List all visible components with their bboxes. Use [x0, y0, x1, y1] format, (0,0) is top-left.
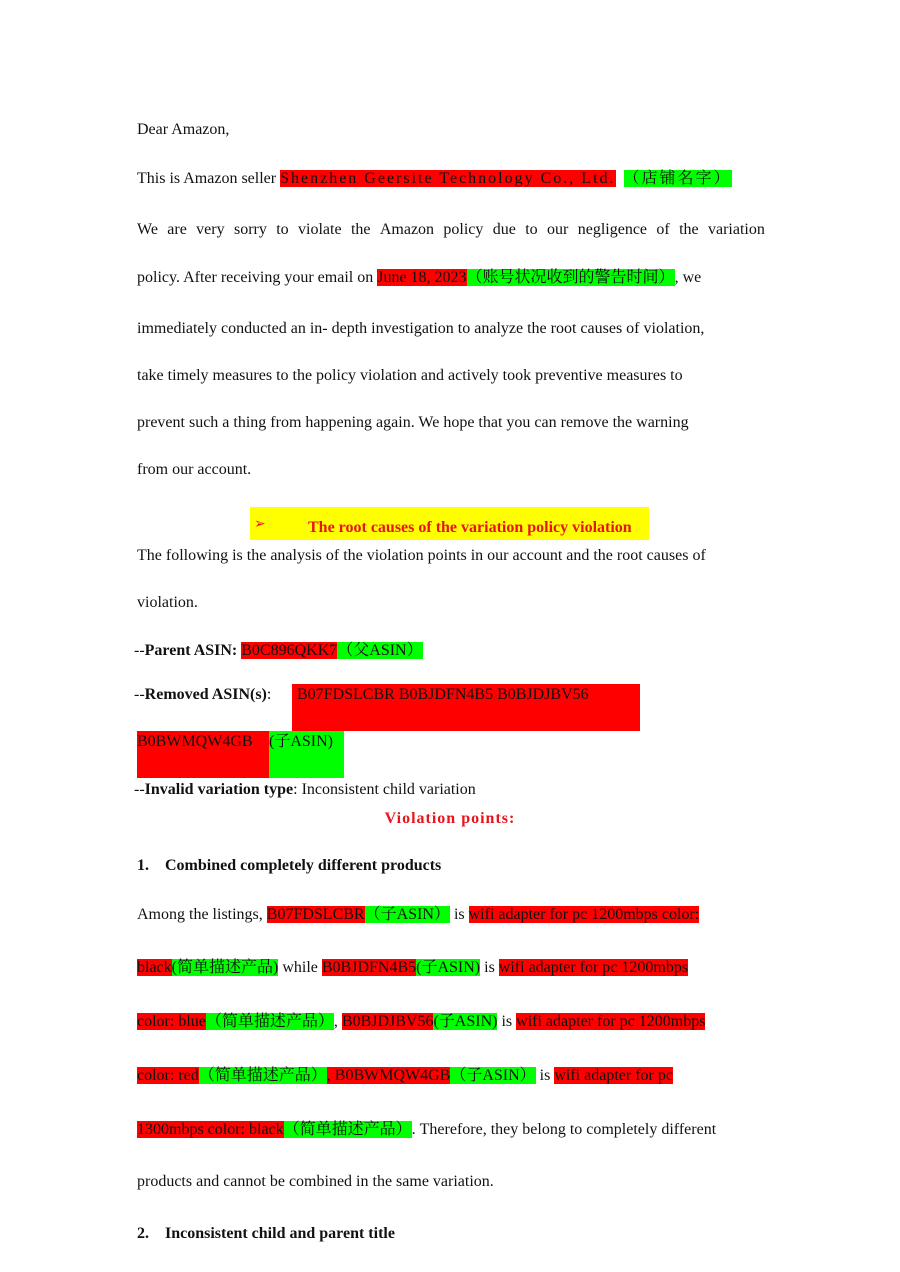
- para1-line6: from our account.: [137, 461, 252, 478]
- seller-note: （店铺名字）: [623, 170, 732, 187]
- desc-2-note: （简单描述产品）: [205, 1013, 334, 1030]
- removed-asins-note: (子ASIN): [269, 733, 333, 750]
- point1-line5: [137, 1119, 765, 1141]
- desc-4-cont: 1300mbps color: black: [137, 1121, 284, 1138]
- asin-2-note: (子ASIN): [416, 959, 481, 976]
- word: the: [350, 221, 371, 238]
- text: Among the listings,: [137, 906, 267, 923]
- desc-1-cont: black: [137, 959, 172, 976]
- asin-1-note: （子ASIN）: [364, 906, 450, 923]
- asin-1: B07FDSLCBR: [266, 906, 365, 923]
- word: Amazon: [379, 221, 435, 238]
- section-heading: [250, 507, 649, 540]
- desc-1-note: (简单描述产品): [171, 959, 279, 976]
- removed-asins-label: Removed ASIN(s): [144, 686, 267, 703]
- seller-name: Shenzhen Geersite Technology Co., Ltd.: [280, 170, 616, 187]
- intro-prefix: This is Amazon seller: [137, 170, 281, 187]
- asin-3-note: (子ASIN): [433, 1013, 498, 1030]
- desc-1: wifi adapter for pc 1200mbps color:: [468, 906, 700, 923]
- point1-line4: [137, 1065, 765, 1087]
- dashes: --: [134, 686, 145, 703]
- word: the: [679, 221, 699, 238]
- desc-4: wifi adapter for pc: [554, 1067, 673, 1084]
- asin-4: B0BWMQW4GB: [334, 1067, 451, 1084]
- word: very: [196, 221, 225, 238]
- analysis-line1: The following is the analysis of the violation points in our account and the root causes of: [137, 547, 706, 564]
- word: to: [276, 221, 289, 238]
- invalid-type-label: Invalid variation type: [144, 781, 294, 798]
- word: due: [492, 221, 516, 238]
- invalid-type-value: : Inconsistent child variation: [293, 781, 476, 798]
- colon: :: [266, 686, 272, 703]
- point1-heading: [137, 855, 765, 877]
- word: to: [525, 221, 538, 238]
- arrow-bullet-icon: ➢: [254, 517, 266, 532]
- parent-asin-note: （父ASIN）: [337, 642, 423, 659]
- para1-line4: take timely measures to the policy violation and actively took preventive measures to: [137, 367, 683, 384]
- asin-4-note: （子ASIN）: [450, 1067, 536, 1084]
- point2-heading: [137, 1223, 765, 1245]
- section-heading-text: The root causes of the variation policy violation: [308, 519, 632, 536]
- point1-line1: [137, 904, 765, 926]
- word: sorry: [233, 221, 267, 238]
- para1-line1: [137, 219, 765, 241]
- asin-3: B0BJDJBV56: [341, 1013, 434, 1030]
- desc-3-note: （简单描述产品）: [198, 1067, 327, 1084]
- warning-date-note: （账号状况收到的警告时间）: [466, 269, 675, 286]
- word: of: [656, 221, 670, 238]
- removed-asins-list-1: B07FDSLCBR B0BJDFN4B5 B0BJDJBV56: [297, 686, 589, 703]
- parent-asin-line: [134, 640, 762, 662]
- parent-asin-value: B0C896QKK7: [241, 642, 338, 659]
- word: variation: [707, 221, 765, 238]
- point1-line3: [137, 1011, 765, 1033]
- warning-date: June 18, 2023: [377, 269, 467, 286]
- desc-3: wifi adapter for pc 1200mbps: [516, 1013, 706, 1030]
- text: is: [497, 1013, 517, 1030]
- dashes: --: [134, 781, 145, 798]
- greeting: Dear Amazon,: [137, 121, 230, 138]
- asin-2: B0BJDFN4B5: [321, 959, 417, 976]
- point2-title: Inconsistent child and parent title: [165, 1225, 395, 1242]
- point1-line6: products and cannot be combined in the same variation.: [137, 1173, 494, 1190]
- text: is: [449, 906, 469, 923]
- invalid-type-line: [134, 779, 762, 801]
- word: are: [167, 221, 187, 238]
- point1-number: 1.: [137, 857, 149, 874]
- intro-line: [137, 168, 765, 190]
- removed-asins-list-2: B0BWMQW4GB: [137, 733, 253, 750]
- point2-number: 2.: [137, 1225, 149, 1242]
- text: ,: [326, 1067, 335, 1084]
- point1-title: Combined completely different products: [165, 857, 442, 874]
- text: policy. After receiving your email on: [137, 269, 378, 286]
- text: is: [535, 1067, 555, 1084]
- desc-4-note: （简单描述产品）: [283, 1121, 412, 1138]
- word: our: [547, 221, 569, 238]
- para1-line5: prevent such a thing from happening again. We hope that you can remove the warning: [137, 414, 689, 431]
- word: negligence: [577, 221, 648, 238]
- para1-line2: [137, 267, 765, 289]
- word: policy: [443, 221, 484, 238]
- text: while: [278, 959, 322, 976]
- removed-asins-label-line: [134, 684, 271, 706]
- violation-points-title: Violation points:: [384, 810, 516, 827]
- desc-2-cont: color: blue: [137, 1013, 206, 1030]
- parent-asin-label: Parent ASIN:: [144, 642, 238, 659]
- text: , we: [674, 269, 702, 286]
- analysis-line2: violation.: [137, 594, 198, 611]
- text: ,: [333, 1013, 342, 1030]
- desc-2: wifi adapter for pc 1200mbps: [498, 959, 689, 976]
- desc-3-cont: color: red: [137, 1067, 199, 1084]
- para1-line3: immediately conducted an in- depth investigation to analyze the root causes of violation,: [137, 320, 705, 337]
- text: is: [480, 959, 499, 976]
- dashes: --: [134, 642, 145, 659]
- word: violate: [298, 221, 342, 238]
- word: We: [137, 221, 158, 238]
- text: . Therefore, they belong to completely different: [411, 1121, 717, 1138]
- point1-line2: [137, 957, 765, 979]
